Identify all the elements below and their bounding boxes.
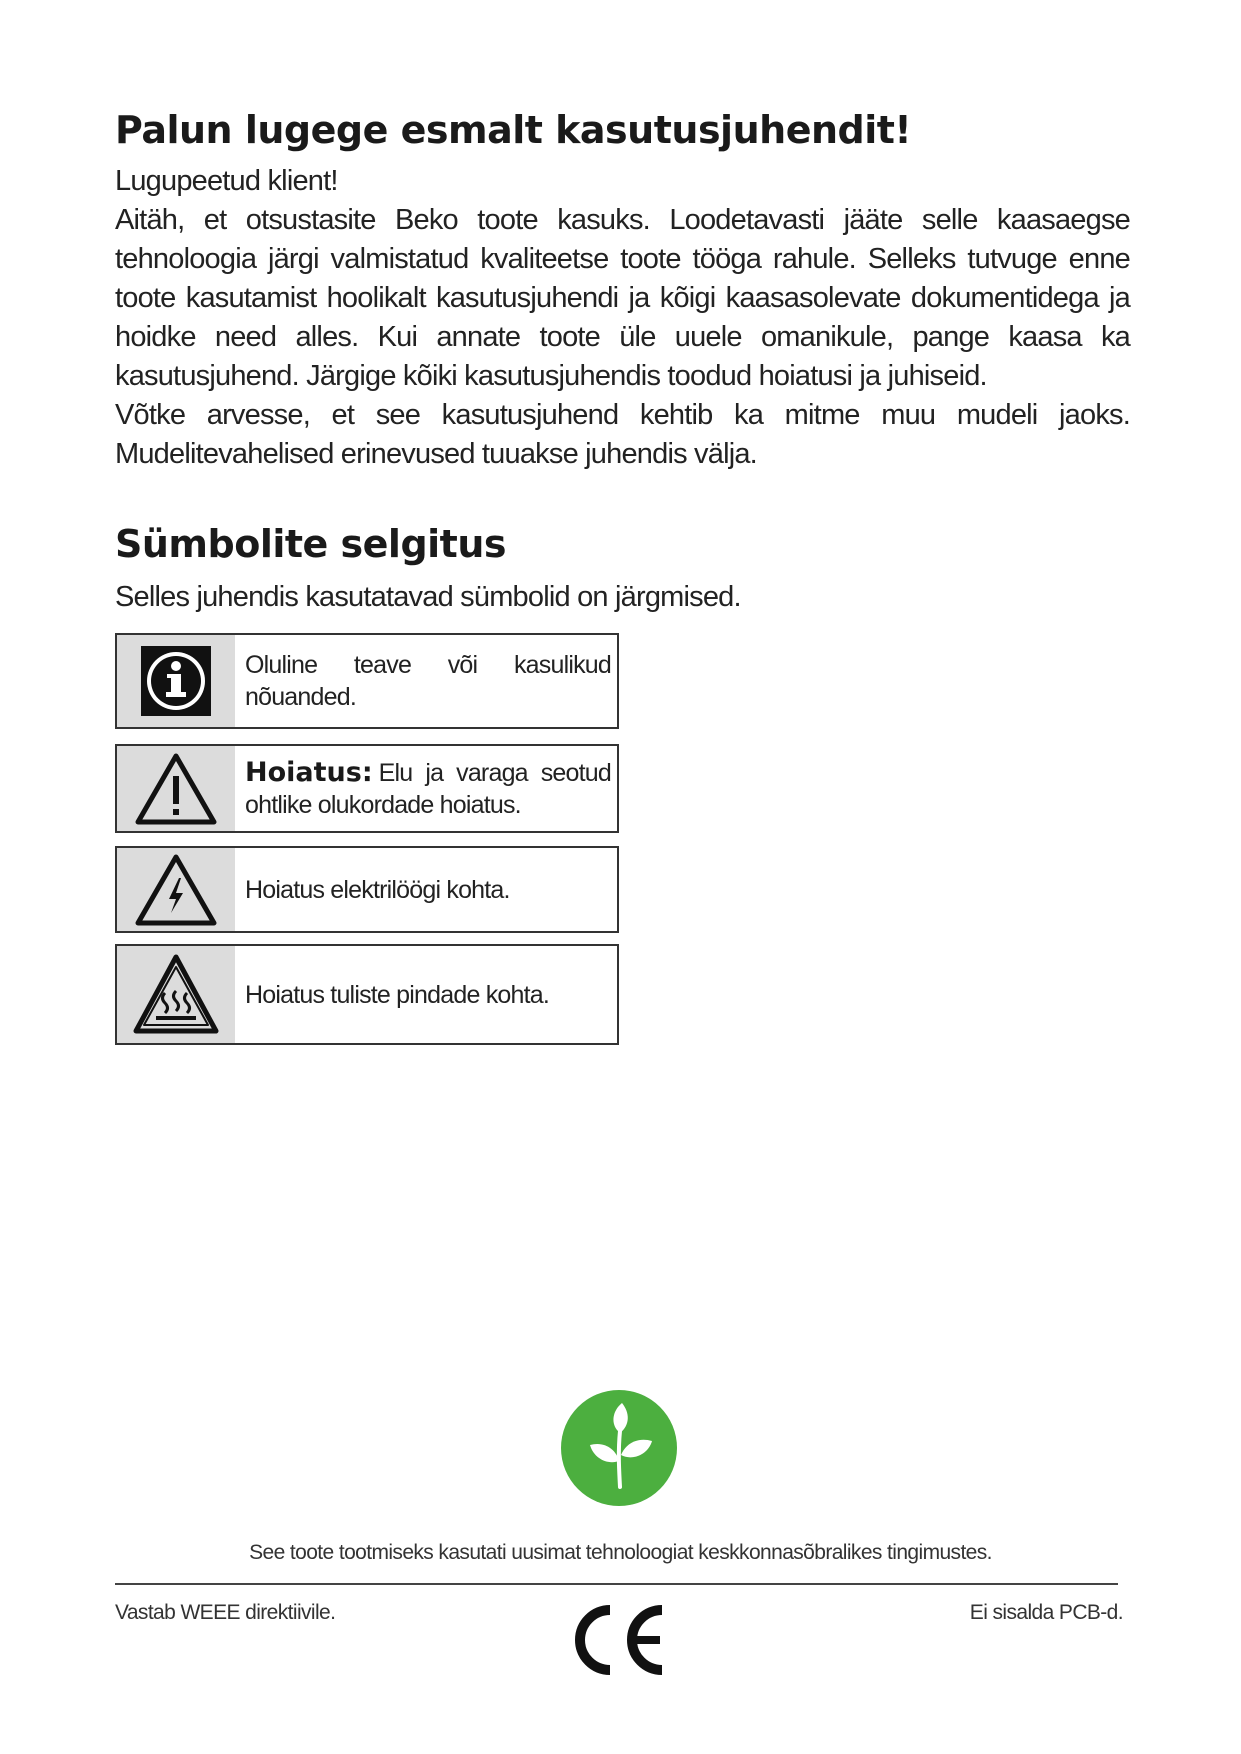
symbol-row-electric xyxy=(115,846,619,933)
warning-text: Elu ja varaga seotud ohtlike olukordade hoiatus. xyxy=(245,758,611,819)
symbol-row-info xyxy=(115,633,619,729)
hot-surface-icon xyxy=(132,953,220,1037)
electric-shock-icon xyxy=(134,853,218,927)
ce-mark-icon xyxy=(568,1600,673,1680)
symbols-section xyxy=(115,522,1130,566)
greeting: Lugupeetud klient! xyxy=(115,165,338,197)
symbol-description: Oluline teave või kasulikud nõuanded. xyxy=(245,651,611,711)
symbol-icon-cell xyxy=(117,635,235,727)
symbol-text-cell xyxy=(235,635,617,727)
intro-paragraph-2: Võtke arvesse, et see kasutusjuhend kehtib ka mitme muu mudeli jaoks. Mudelitevahelised erinevused tuuakse juhendis välja. xyxy=(115,399,1130,470)
page-title: Palun lugege esmalt kasutusjuhendit! xyxy=(115,108,912,152)
symbols-heading: Sümbolite selgitus xyxy=(115,522,507,566)
warning-icon xyxy=(134,752,218,826)
symbol-row-warning xyxy=(115,744,619,833)
symbol-row-hot-surface xyxy=(115,944,619,1045)
symbol-icon-cell xyxy=(117,746,235,831)
symbol-text-cell xyxy=(235,746,617,831)
eco-leaf-icon xyxy=(560,1389,678,1507)
intro-text xyxy=(115,162,1130,474)
symbol-description: Hoiatus elektrilöögi kohta. xyxy=(245,875,510,904)
symbol-icon-cell xyxy=(117,946,235,1043)
intro-section xyxy=(115,108,1130,152)
intro-paragraph-1: Aitäh, et otsustasite Beko toote kasuks. Loodetavasti jääte selle kaasaegse tehnoloogia järgi valmistatud kvaliteetse toote tööga rahule. Selleks tutvuge enne toote kasutamist hoolikalt kasutusjuhendi ja kõigi kaasasolevate dokumentidega ja hoidke need alles. Kui annate toote üle uuele omanikule, pange kaasa ka kasutusjuhend. Järgige kõiki kasutusjuhendis toodud hoiatusi ja juhiseid. xyxy=(115,204,1130,392)
eco-caption: See toote tootmiseks kasutati uusimat tehnoloogiat keskkonnasõbralikes tingimustes. xyxy=(249,1541,992,1564)
info-icon xyxy=(141,646,211,716)
symbol-icon-cell xyxy=(117,848,235,931)
symbols-subtitle: Selles juhendis kasutatavad sümbolid on järgmised. xyxy=(115,581,741,613)
footer-divider xyxy=(115,1583,1118,1585)
symbol-text-cell xyxy=(235,848,617,931)
warning-label: Hoiatus: xyxy=(245,756,373,788)
weee-compliance-text: Vastab WEEE direktiivile. xyxy=(115,1601,336,1624)
symbol-text-cell xyxy=(235,946,617,1043)
symbol-description xyxy=(245,757,611,821)
pcb-free-text: Ei sisalda PCB-d. xyxy=(969,1601,1123,1624)
symbol-description: Hoiatus tuliste pindade kohta. xyxy=(245,980,549,1009)
symbols-subtitle-wrap xyxy=(115,578,1130,617)
